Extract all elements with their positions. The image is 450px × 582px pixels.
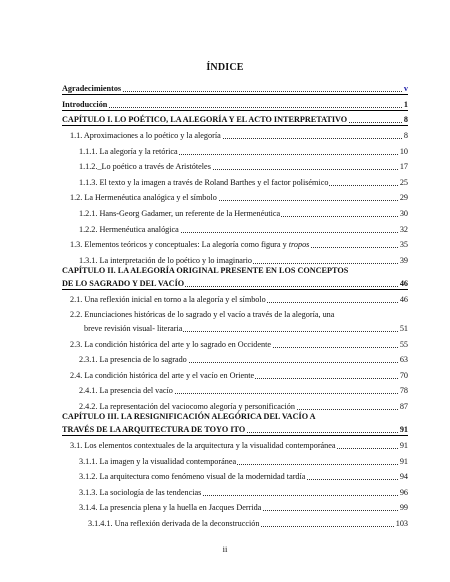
toc-entry-text: 1.1.1. La alegoría y la retórica <box>79 147 178 156</box>
toc-entry-text: 2.1. Una reflexión inicial en torno a la alegoría y el símbolo <box>70 295 266 304</box>
toc-page-number: 63 <box>399 355 408 364</box>
toc-page-number: 55 <box>399 340 408 349</box>
toc-page-number: 103 <box>395 519 408 528</box>
toc-entry-text: 1.2.2. Hermenéutica analógica <box>79 225 179 234</box>
toc-page-number: 39 <box>399 256 408 265</box>
toc-page-number: 99 <box>399 503 408 512</box>
toc-entry-label <box>79 355 188 365</box>
toc-entry-label <box>70 131 222 141</box>
toc-entry-text: 2.4.1. La presencia del vacío <box>79 386 173 395</box>
toc-entry-text: 3.1.1. La imagen y la visualidad contemporánea <box>79 457 237 466</box>
toc-entry-label <box>79 178 329 188</box>
toc-entry-text: 2.4.2. La representación del vaciocomo alegoría y personificación <box>79 402 295 411</box>
toc-page-number: 29 <box>399 193 408 202</box>
toc-entry-text: 3.1.3. La sociología de las tendencias <box>79 488 202 497</box>
toc-page-number: 51 <box>399 324 408 333</box>
toc-entry-text: 1.3. Elementos teóricos y conceptuales: La alegoría como figura y <box>70 240 289 249</box>
toc-entry-label <box>79 147 179 157</box>
toc-page-number: 35 <box>399 240 408 249</box>
toc-entry-text: 2.4. La condición histórica del arte y el vacío en Oriente <box>70 371 255 380</box>
toc-page-number: v <box>403 84 408 93</box>
entry-underline <box>62 94 408 95</box>
toc-entry-text: 2.3. La condición histórica del arte y lo sagrado en Occidente <box>70 340 271 349</box>
toc-entry-label <box>62 84 122 94</box>
toc-entry-italic-text: tropos <box>288 240 310 249</box>
toc-entry-text: 1.1. Aproximaciones a lo poético y la alegoría <box>70 131 221 140</box>
toc-entry-label <box>79 402 296 412</box>
toc-page-number: 10 <box>399 147 408 156</box>
leader-dots <box>62 107 408 108</box>
toc-entry-label <box>70 295 267 305</box>
toc-entry-text: CAPÍTULO I. LO POÉTICO, LA ALEGORÍA Y EL ACTO INTERPRETATIVO <box>62 115 348 124</box>
toc-page-number: 91 <box>399 441 408 450</box>
toc-entry-text: 1.3.1. La interpretación de lo poético y lo imaginario <box>79 256 253 265</box>
toc-page-number: 46 <box>399 295 408 304</box>
toc-page-number: 30 <box>399 209 408 218</box>
toc-entry-label-line1: CAPÍTULO II. LA ALEGORÍA ORIGINAL PRESENTE EN LOS CONCEPTOS <box>62 266 349 275</box>
toc-entry-label <box>70 240 310 250</box>
toc-entry-text: 1.2.1. Hans-Georg Gadamer, un referente de la Hermenéutica <box>79 209 281 218</box>
toc-page-number: 70 <box>399 371 408 380</box>
toc-page-number: 94 <box>399 472 408 481</box>
toc-entry-text: 1.2. La Hermenéutica analógica y el símbolo <box>70 193 217 202</box>
toc-entry-label <box>62 100 108 110</box>
toc-entry-label: breve revisión visual- literaria <box>84 324 183 333</box>
toc-page-number: 91 <box>399 457 408 466</box>
toc-entry-label: DE LO SAGRADO Y DEL VACÍO <box>62 279 185 288</box>
toc-page-number: 8 <box>403 131 408 140</box>
toc-entry-text: Agradecimientos <box>62 84 122 93</box>
toc-entry-text: 1.1.3. El texto y la imagen a través de Roland Barthes y el factor polisémico <box>79 178 329 187</box>
toc-page-number: 8 <box>403 115 408 124</box>
toc-entry-label <box>79 386 174 396</box>
toc-entry-label <box>70 340 272 350</box>
toc-entry-label <box>79 457 237 467</box>
toc-entry-text: Introducción <box>62 100 108 109</box>
entry-underline <box>62 435 408 436</box>
toc-entry-label <box>79 256 253 266</box>
entry-underline <box>62 110 408 111</box>
toc-entry-label <box>62 115 348 125</box>
toc-entry-label <box>79 162 212 172</box>
toc-entry-label <box>79 503 262 513</box>
toc-page-number: 46 <box>399 279 408 288</box>
page-title: ÍNDICE <box>206 62 244 73</box>
toc-entry-text: 3.1. Los elementos contextuales de la arquitectura y la visualidad contemporánea <box>70 441 336 450</box>
toc-entry-label <box>79 209 281 219</box>
entry-underline <box>62 289 408 290</box>
toc-page-number: 87 <box>399 402 408 411</box>
toc-page-number: 91 <box>399 425 408 434</box>
toc-page-number: 1 <box>403 100 408 109</box>
toc-page-number: 32 <box>399 225 408 234</box>
toc-entry-label <box>79 225 180 235</box>
toc-entry-label-line1: 2.2. Enunciaciones históricas de lo sagrado y el vacío a través de la alegoría, una <box>70 310 335 319</box>
toc-entry-text: 3.1.2. La arquitectura como fenómeno visual de la modernidad tardía <box>79 472 306 481</box>
toc-entry-text: 3.1.4. La presencia plena y la huella en Jacques Derrida <box>79 503 262 512</box>
toc-page-number: 25 <box>399 178 408 187</box>
toc-entry-text: 3.1.4.1. Una reflexión derivada de la deconstrucción <box>88 519 260 528</box>
toc-entry-label <box>79 488 202 498</box>
toc-entry-label-line1: CAPÍTULO III. LA RESIGNIFICACIÓN ALEGÓRICA DEL VACÍO A <box>62 412 316 421</box>
entry-underline <box>62 125 408 126</box>
toc-entry-text: 2.3.1. La presencia de lo sagrado <box>79 355 187 364</box>
toc-page-number: 78 <box>399 386 408 395</box>
toc-entry-text: 1.1.2._Lo poético a través de Aristóteles <box>79 162 211 171</box>
toc-entry-label: TRAVÉS DE LA ARQUITECTURA DE TOYO ITO <box>62 425 246 434</box>
toc-page-number: 96 <box>399 488 408 497</box>
toc-entry-label <box>79 472 306 482</box>
toc-entry-label <box>88 519 260 529</box>
toc-entry-label <box>70 193 218 203</box>
toc-page-number: 17 <box>399 162 408 171</box>
toc-entry-label <box>70 371 255 381</box>
page-number-footer: ii <box>222 544 228 554</box>
toc-entry-label <box>70 441 337 451</box>
